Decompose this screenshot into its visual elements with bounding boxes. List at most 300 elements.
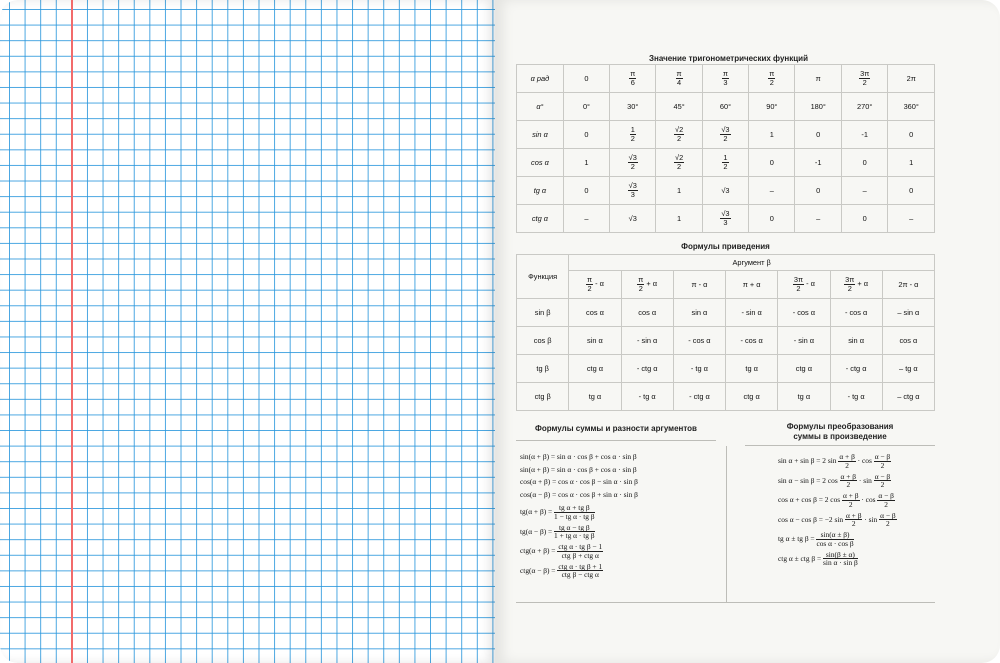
trig-cell (841, 205, 887, 233)
text-part: cos(α + β) = cos α · cos β − sin α · sin β (520, 477, 638, 486)
text-part: · sin (862, 514, 880, 524)
trig-rad-cell (563, 65, 609, 93)
sum-formulas-title: Формулы суммы и разности аргументов (535, 424, 697, 433)
trig-cell (702, 205, 748, 233)
text-part: √3 (628, 214, 637, 223)
fraction (557, 543, 603, 560)
trig-deg-cell (702, 93, 748, 121)
text-part: - ctg α (689, 392, 710, 401)
reduction-row (517, 327, 935, 355)
fraction-numerator: α − β (874, 452, 891, 461)
text-part: ctg β (534, 392, 551, 401)
text-part: - sin α (637, 336, 658, 345)
fraction-numerator: α + β (845, 510, 862, 520)
reduction-cell (673, 355, 725, 383)
fraction-numerator: 3π (845, 275, 855, 285)
product-formula (778, 473, 938, 490)
text-part: Функция (528, 272, 558, 281)
trig-row-label (517, 177, 564, 205)
fraction-numerator: α + β (840, 471, 857, 481)
product-title-line2: суммы в произведение (793, 432, 887, 441)
reduction-args-row (517, 271, 935, 299)
trig-cell (749, 177, 795, 205)
reduction-cell (569, 327, 621, 355)
text-part: cos(α − β) = cos α · cos β + sin α · sin β (520, 489, 638, 499)
fraction-denominator: cos α · cos β (816, 538, 854, 548)
sum-formula (520, 543, 720, 560)
text-part: α рад (530, 74, 550, 83)
text-part: - α (593, 279, 604, 289)
argument-cell (621, 271, 673, 299)
fraction-denominator: 2 (723, 134, 728, 143)
trig-cell (563, 149, 609, 177)
fraction (674, 154, 684, 171)
sum-formula (520, 451, 720, 464)
fraction (840, 473, 858, 490)
text-part: · cos (859, 495, 878, 505)
trig-cell (795, 205, 841, 233)
reduction-cell (830, 299, 882, 327)
trig-cell (702, 177, 748, 205)
fraction (842, 492, 860, 509)
product-formula (778, 512, 938, 529)
fraction (554, 524, 595, 541)
reduction-cell (726, 355, 778, 383)
text-part: 0 (816, 130, 821, 139)
fraction (823, 551, 858, 568)
sum-formula (520, 504, 720, 521)
text-part: 0 (584, 130, 589, 139)
fraction-denominator: 4 (677, 78, 682, 87)
reduction-row-label (517, 355, 569, 383)
fraction-denominator: 2 (769, 78, 774, 87)
text-part: - ctg α (845, 364, 867, 373)
text-part: cos β (533, 336, 552, 345)
fraction-numerator: α + β (839, 452, 855, 461)
text-part: sin β (534, 308, 551, 317)
fraction-denominator: ctg β − ctg α (561, 570, 599, 580)
fraction (874, 453, 892, 470)
text-part: 1 (909, 158, 914, 167)
text-part: ctg α (743, 392, 760, 401)
trig-deg-cell (749, 93, 795, 121)
argument-cell (778, 271, 830, 299)
reduction-cell (726, 383, 778, 411)
text-part: ctg(α − β) = (520, 565, 558, 575)
reduction-row (517, 299, 935, 327)
reduction-cell (882, 327, 934, 355)
fraction-denominator: 2 (880, 480, 885, 490)
trig-rad-cell (888, 65, 935, 93)
text-part: · sin (857, 475, 874, 485)
trig-rad-cell (795, 65, 841, 93)
reduction-cell (882, 383, 934, 411)
text-part: 1 (677, 186, 682, 195)
fraction-numerator: α − β (878, 491, 894, 501)
fraction-numerator: √3 (721, 209, 730, 219)
text-part: 0 (769, 214, 774, 223)
reduction-formulas-table (516, 254, 935, 411)
trig-cell (563, 177, 609, 205)
fraction-numerator: √3 (628, 181, 637, 191)
text-part: 0 (862, 214, 867, 223)
argument-label (569, 255, 935, 271)
text-part: sin α (587, 336, 603, 345)
text-part: - sin α (741, 308, 762, 317)
fraction-numerator: π (722, 69, 728, 79)
reduction-cell (882, 299, 934, 327)
argument-cell (673, 271, 725, 299)
fraction-numerator: √2 (675, 153, 684, 163)
text-part: cos α − cos β = −2 sin (778, 514, 845, 524)
fraction (674, 126, 684, 143)
trig-deg-cell (888, 93, 935, 121)
trig-cell (656, 205, 702, 233)
reduction-row-label (517, 383, 569, 411)
function-label (517, 255, 569, 299)
product-formula (778, 453, 938, 470)
fraction-denominator: 2 (885, 519, 890, 529)
reduction-cell (726, 299, 778, 327)
text-part: 30° (627, 102, 639, 111)
fraction-numerator: π (676, 69, 682, 79)
text-part: 0 (584, 186, 589, 195)
text-part: tg β (536, 364, 549, 373)
trig-label-rad (517, 65, 564, 93)
trig-cell (888, 149, 935, 177)
text-part: 1 (677, 214, 682, 223)
text-part: sin(α + β) = sin α · cos β + cos α · sin β (520, 452, 637, 461)
text-part: tg(α + β) = (520, 506, 555, 516)
trig-cell (888, 177, 935, 205)
sum-title-rule (516, 440, 716, 441)
trig-cell (610, 205, 656, 233)
fraction (720, 126, 730, 143)
trig-row (517, 149, 935, 177)
trig-cell (610, 149, 656, 177)
trig-label-deg (517, 93, 564, 121)
text-part: 1 (769, 130, 774, 139)
text-part: Аргумент β (732, 258, 771, 267)
text-part: 0 (909, 186, 914, 195)
text-part: – (769, 186, 774, 195)
text-part: cos α (531, 158, 549, 167)
sum-formula (520, 489, 720, 502)
fraction-numerator: √2 (675, 125, 684, 135)
trig-cell (749, 205, 795, 233)
fraction-numerator: sin(α ± β) (816, 531, 853, 540)
fraction-denominator: 2 (880, 460, 885, 470)
text-part: 2π - α (898, 280, 919, 289)
text-part: √3 (721, 186, 730, 195)
argument-cell (726, 271, 778, 299)
fraction (838, 453, 856, 470)
text-part: tg α (588, 392, 602, 401)
text-part: - cos α (792, 308, 816, 317)
fraction-numerator: 3π (793, 275, 804, 285)
margin-line (71, 0, 73, 663)
product-title-rule (745, 445, 935, 446)
fraction (554, 504, 595, 521)
fraction-denominator: 2 (677, 134, 682, 143)
trig-header-rad-row (517, 65, 935, 93)
argument-cell (830, 271, 882, 299)
reduction-row-label (517, 327, 569, 355)
reduction-cell (726, 327, 778, 355)
sum-formula (520, 476, 720, 489)
fraction (676, 70, 683, 87)
trig-cell (656, 149, 702, 177)
text-part: + α (855, 279, 869, 289)
fraction-numerator: π (769, 69, 775, 79)
trig-cell (795, 177, 841, 205)
text-part: 0° (582, 102, 591, 111)
text-part: – sin α (897, 308, 920, 317)
text-part: sin α + sin β = 2 sin (778, 455, 839, 465)
trig-rad-cell (702, 65, 748, 93)
trig-deg-cell (656, 93, 702, 121)
trig-table-title: Значение тригонометрических функций (648, 54, 808, 63)
fraction (844, 276, 855, 293)
trig-deg-cell (610, 93, 656, 121)
trig-rad-cell (749, 65, 795, 93)
text-part: - sin α (793, 336, 815, 345)
trig-rad-cell (610, 65, 656, 93)
fraction (586, 276, 593, 293)
text-part: · cos (855, 455, 874, 465)
text-part: – ctg α (897, 392, 920, 401)
text-part: tg(α − β) = (520, 526, 555, 536)
fraction-numerator: α − β (874, 471, 891, 481)
trig-cell (749, 149, 795, 177)
reduction-row (517, 355, 935, 383)
fraction-denominator: 2 (851, 519, 856, 529)
text-part: tg α (797, 392, 811, 401)
text-part: π - α (691, 280, 708, 289)
text-part: tg α ± tg β = (778, 534, 817, 544)
trig-rad-cell (841, 65, 887, 93)
fraction-denominator: 2 (846, 480, 851, 490)
text-part: 45° (673, 102, 685, 111)
fraction (879, 512, 897, 529)
fraction (628, 154, 638, 171)
text-part: - cos α (844, 308, 868, 317)
fraction (877, 492, 895, 509)
sum-formulas-list (520, 451, 720, 582)
fraction-denominator: 2 (638, 284, 643, 293)
trig-cell (656, 177, 702, 205)
fraction (768, 70, 775, 87)
fraction-denominator: 2 (587, 284, 592, 293)
argument-cell (569, 271, 621, 299)
trig-cell (841, 149, 887, 177)
reduction-cell (830, 355, 882, 383)
text-part: 180° (810, 102, 826, 111)
trig-values-table (516, 64, 935, 233)
text-part: cos α + cos β = 2 cos (778, 495, 843, 505)
text-part: α° (536, 102, 544, 111)
fraction (720, 210, 730, 227)
text-part: ctg α (531, 214, 548, 223)
trig-deg-cell (563, 93, 609, 121)
product-formulas-title (745, 422, 935, 442)
trig-rad-cell (656, 65, 702, 93)
text-part: 0 (584, 74, 589, 83)
trig-deg-cell (795, 93, 841, 121)
argument-cell (882, 271, 934, 299)
fraction-denominator: 2 (723, 162, 728, 171)
fraction-denominator: 3 (630, 190, 635, 199)
text-part: sin α − sin β = 2 cos (778, 475, 840, 485)
reduction-cell (621, 355, 673, 383)
fraction-denominator: 6 (630, 78, 635, 87)
trig-cell (563, 121, 609, 149)
text-part: 90° (766, 102, 778, 111)
fraction-numerator: 1 (723, 153, 728, 163)
trig-row (517, 177, 935, 205)
fraction (859, 70, 870, 87)
text-part: - ctg α (636, 364, 658, 373)
sum-formula (520, 464, 720, 477)
fraction-numerator: α + β (843, 491, 859, 501)
trig-cell (702, 149, 748, 177)
reduction-cell (621, 383, 673, 411)
fraction-numerator: sin(β ± α) (823, 551, 858, 560)
reduction-table-title: Формулы приведения (681, 242, 770, 251)
text-part: 0 (816, 186, 821, 195)
text-part: - cos α (740, 336, 763, 345)
text-part: -1 (861, 130, 868, 139)
fraction (722, 70, 729, 87)
fraction (628, 182, 638, 199)
trig-row (517, 205, 935, 233)
fraction-numerator: π (586, 275, 593, 285)
fraction-denominator: 2 (884, 499, 888, 509)
fraction-denominator: 2 (862, 78, 867, 87)
fraction (874, 473, 892, 490)
text-part: ctg(α + β) = (520, 546, 558, 556)
trig-row (517, 121, 935, 149)
text-part: + α (644, 279, 658, 289)
fraction (630, 126, 636, 143)
reduction-header-row (517, 255, 935, 271)
trig-cell (841, 177, 887, 205)
text-part: - α (804, 279, 815, 289)
sum-formula (520, 563, 720, 580)
reduction-cell (778, 355, 830, 383)
fraction-denominator: 2 (847, 284, 852, 293)
reduction-row-label (517, 299, 569, 327)
trig-cell (795, 149, 841, 177)
fraction-denominator: 3 (723, 218, 728, 227)
text-part: - cos α (688, 336, 711, 345)
text-part: -1 (814, 158, 822, 167)
reduction-cell (569, 355, 621, 383)
fraction-numerator: tg α − tg β (554, 524, 595, 533)
fraction-numerator: 3π (860, 69, 870, 79)
fraction-denominator: 2 (630, 162, 635, 171)
trig-cell (888, 205, 935, 233)
text-part: 1 (584, 158, 589, 167)
fraction-numerator: tg α + tg β (554, 504, 595, 513)
trig-row-label (517, 149, 564, 177)
fraction-denominator: 2 (845, 460, 849, 470)
text-part: tg α (533, 186, 547, 195)
reduction-cell (673, 299, 725, 327)
reduction-cell (778, 299, 830, 327)
fraction (629, 70, 636, 87)
trig-cell (841, 121, 887, 149)
product-title-line1: Формулы преобразования (786, 422, 894, 431)
text-part: - tg α (847, 392, 865, 401)
product-formulas-list (778, 450, 938, 570)
fraction-numerator: 1 (630, 125, 635, 135)
text-part: – (816, 214, 821, 223)
trig-header-deg-row (517, 93, 935, 121)
fraction-denominator: 2 (677, 162, 682, 171)
fraction-numerator: √3 (721, 125, 730, 135)
text-part: – (862, 186, 867, 195)
text-part: 0 (769, 158, 774, 167)
reduction-cell (778, 327, 830, 355)
text-part: 360° (903, 102, 919, 111)
fraction-numerator: π (630, 69, 636, 79)
text-part: ctg α ± ctg β = (778, 553, 824, 563)
product-formula (778, 551, 938, 568)
fraction (816, 531, 853, 548)
fraction-denominator: sin α · sin β (823, 558, 858, 568)
reduction-cell (621, 299, 673, 327)
reduction-cell (830, 327, 882, 355)
fraction-denominator: 2 (630, 134, 635, 143)
fraction-numerator: α − β (880, 510, 896, 520)
product-formula (778, 531, 938, 548)
text-part: 2π (906, 74, 916, 83)
fraction-denominator: 1 − tg α · tg β (554, 511, 595, 521)
reduction-cell (882, 355, 934, 383)
reduction-row (517, 383, 935, 411)
text-part: tg α (745, 364, 758, 373)
text-part: π (815, 74, 821, 83)
text-part: ctg α (586, 364, 604, 373)
trig-deg-cell (841, 93, 887, 121)
text-part: sin α (691, 308, 708, 317)
text-part: ctg α (795, 364, 812, 373)
reduction-cell (830, 383, 882, 411)
fraction-denominator: 2 (796, 284, 801, 293)
fraction-denominator: 1 + tg α · tg β (554, 531, 595, 541)
trig-cell (702, 121, 748, 149)
text-part: - tg α (638, 392, 656, 401)
reduction-cell (673, 383, 725, 411)
fraction-denominator: ctg β + ctg α (561, 550, 599, 560)
grid-page (0, 0, 495, 663)
fraction (793, 276, 804, 293)
text-part: – (584, 214, 589, 223)
trig-row-label (517, 121, 564, 149)
sum-formula (520, 524, 720, 541)
fraction-numerator: ctg α · tg β + 1 (558, 561, 603, 571)
text-part: cos α (899, 336, 918, 345)
text-part: sin(α + β) = sin α · cos β + cos α · sin β (520, 464, 637, 474)
fraction-numerator: π (638, 275, 644, 285)
text-part: cos α (638, 308, 657, 317)
product-formula (778, 492, 938, 509)
reduction-cell (778, 383, 830, 411)
fraction-denominator: 2 (848, 499, 853, 509)
text-part: 270° (857, 102, 873, 111)
text-part: sin α (848, 336, 864, 345)
